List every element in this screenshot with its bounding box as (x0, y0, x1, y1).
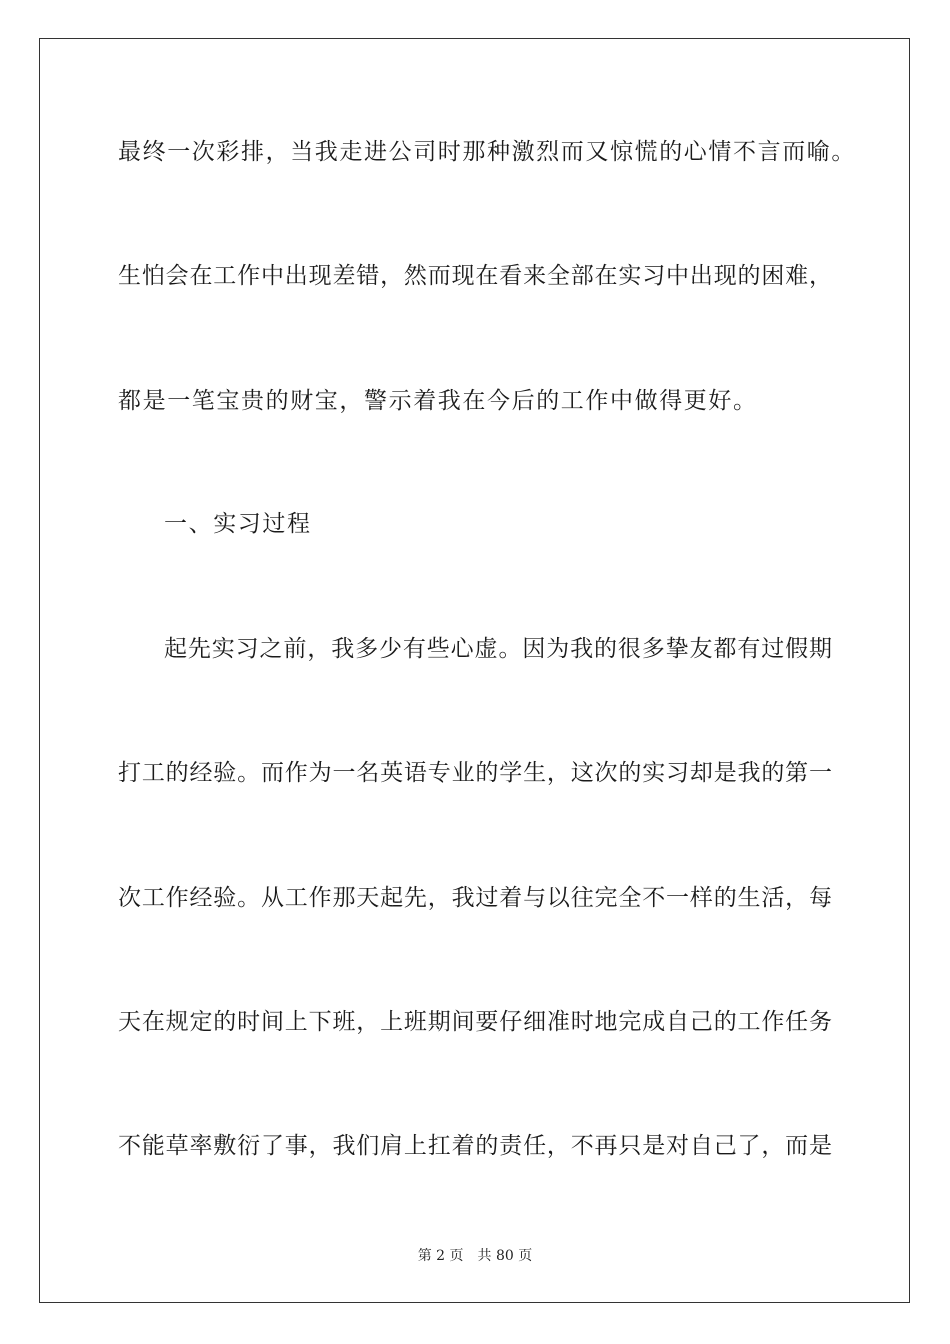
body-line-9: 不能草率敷衍了事，我们肩上扛着的责任，不再只是对自己了，而是 (118, 1133, 832, 1159)
page-number: 第 2 页 (417, 1248, 464, 1264)
page-footer (0, 1247, 950, 1265)
page-total: 共 80 页 (477, 1248, 533, 1264)
body-line-7: 次工作经验。从工作那天起先，我过着与以往完全不一样的生活，每 (118, 885, 832, 911)
body-line-8: 天在规定的时间上下班，上班期间要仔细准时地完成自己的工作任务 (118, 1009, 832, 1035)
body-line-3: 都是一笔宝贵的财宝，警示着我在今后的工作中做得更好。 (118, 388, 758, 414)
body-line-1: 最终一次彩排，当我走进公司时那种激烈而又惊慌的心情不言而喻。 (118, 139, 856, 165)
section-heading: 一、实习过程 (164, 511, 312, 537)
body-line-6: 打工的经验。而作为一名英语专业的学生，这次的实习却是我的第一 (118, 760, 832, 786)
body-line-5: 起先实习之前，我多少有些心虚。因为我的很多挚友都有过假期 (164, 636, 832, 662)
page-border (39, 38, 910, 1303)
body-line-2: 生怕会在工作中出现差错，然而现在看来全部在实习中出现的困难， (118, 263, 832, 289)
